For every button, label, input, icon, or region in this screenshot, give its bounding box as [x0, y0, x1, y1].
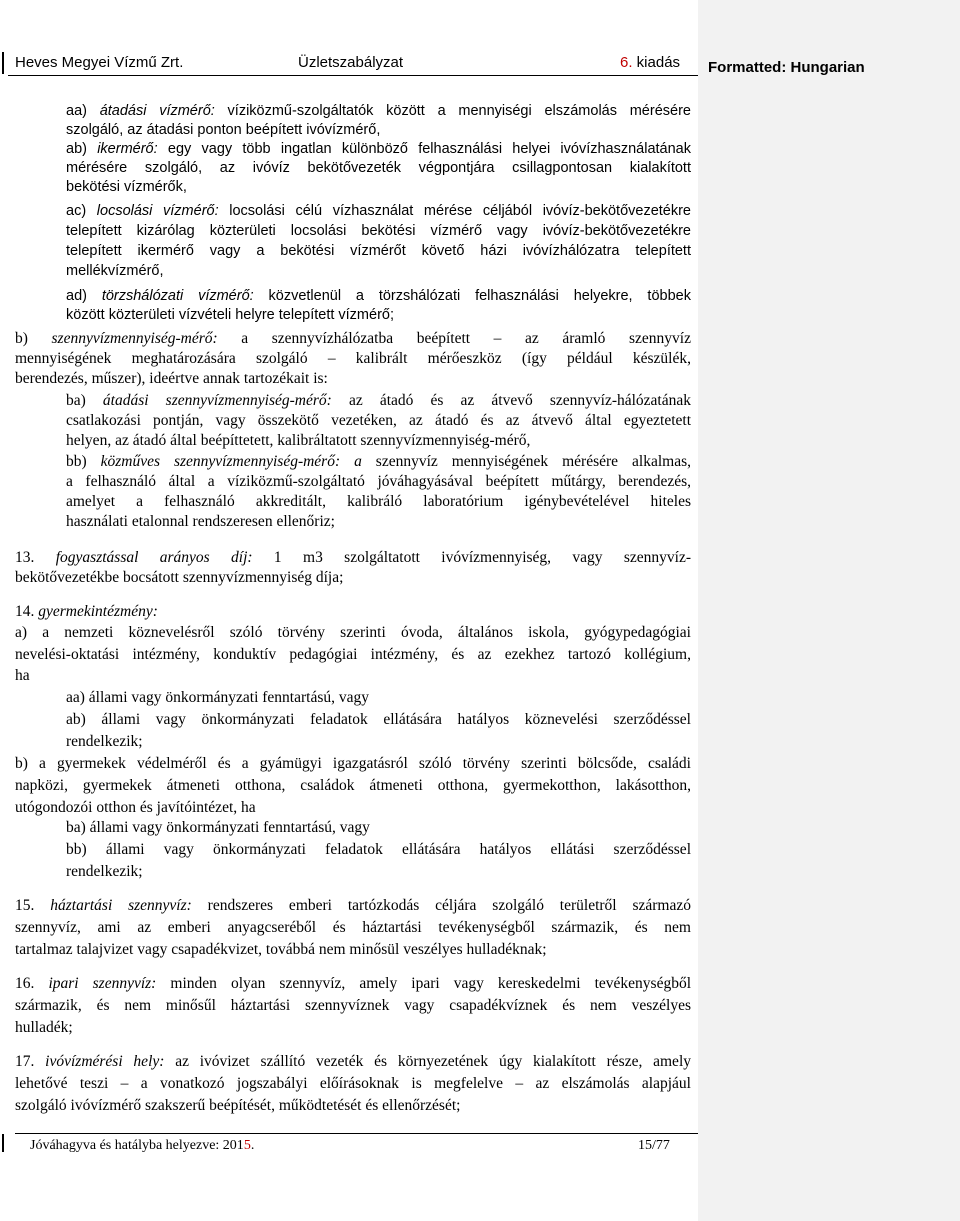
defined-term: ikermérő: — [97, 141, 158, 157]
line-text: szolgáló, az átadási ponton beépített ivóvízmérő, — [66, 122, 381, 138]
text-line — [66, 177, 187, 197]
text-line — [15, 1018, 73, 1038]
change-bar — [2, 52, 4, 74]
text-line — [15, 602, 158, 622]
line-text: az átadó és az átvevő szennyvíz-hálózatának — [331, 392, 691, 409]
line-text: 16. — [15, 975, 49, 992]
defined-term: szennyvízmennyiség-mérő: — [51, 330, 218, 347]
text-line — [66, 512, 335, 532]
text-line — [15, 568, 343, 588]
defined-term: átadási vízmérő: — [99, 103, 215, 119]
line-text: telepített ikermérő vagy a bekötési vízmérőt követő házi ivóvízhálózatra telepített — [66, 243, 691, 259]
line-text: ba) állami vagy önkormányzati fenntartású, vagy — [66, 819, 370, 836]
line-text: 1 m3 szolgáltatott ivóvízmennyiség, vagy szennyvíz- — [252, 549, 692, 566]
line-text: rendelkezik; — [66, 863, 143, 880]
line-text: 13. — [15, 549, 56, 566]
line-text: között közterületi vízvételi helyre telepített vízmérő; — [66, 307, 394, 323]
text-line — [66, 710, 691, 730]
line-text: bekötési vízmérők, — [66, 179, 187, 195]
footer-approval — [30, 1138, 254, 1154]
defined-term: háztartási szennyvíz: — [50, 897, 192, 914]
line-text: a szennyvízhálózatba beépített – az áramló szennyvíz — [217, 330, 691, 347]
text-line — [15, 548, 691, 568]
line-text: ba) — [66, 392, 103, 409]
text-line — [15, 974, 691, 994]
text-line — [66, 411, 691, 431]
line-text: az ivóvizet szállító vezeték és környezetének úgy kialakított része, amely — [164, 1053, 691, 1070]
line-text: hulladék; — [15, 1019, 73, 1036]
text-line — [15, 776, 691, 796]
text-line — [66, 818, 370, 838]
text-line — [66, 101, 691, 121]
line-text: rendelkezik; — [66, 733, 143, 750]
line-text: szennyvíz mennyiségének mérésére alkalmas, — [361, 453, 691, 470]
line-text: aa) állami vagy önkormányzati fenntartású, vagy — [66, 689, 369, 706]
line-text: lehetővé teszi – a vonatkozó jogszabályi előírásoknak is megfelelve – az elszámolás alapjául — [15, 1075, 691, 1092]
line-text: közvetlenül a törzshálózati felhasználási helyekre, többek — [253, 288, 691, 304]
line-text: bb) — [66, 453, 101, 470]
text-line — [15, 1052, 691, 1072]
line-text: 14. — [15, 603, 39, 620]
line-text: ad) — [66, 288, 102, 304]
defined-term: gyermekintézmény: — [38, 603, 158, 620]
text-line — [15, 369, 328, 389]
track-changes-sidebar — [698, 0, 960, 1221]
line-text: szennyvíz, ami az emberi anyagcseréből és háztartási tevékenységből származik, és nem — [15, 919, 691, 936]
defined-term: közműves szennyvízmennyiség-mérő: a — [100, 453, 362, 470]
text-line — [66, 472, 691, 492]
line-text: nevelési-oktatási intézmény, konduktív pedagógiai intézmény, és az ezekhez tartozó kollégium, — [15, 646, 691, 663]
approval-year-digit: 5 — [243, 1138, 251, 1153]
text-line — [66, 261, 164, 281]
text-line — [66, 241, 691, 261]
text-line — [66, 139, 691, 159]
text-line — [66, 221, 691, 241]
change-bar — [2, 1134, 4, 1152]
approval-text: Jóváhagyva és hatályba helyezve: 201 — [30, 1138, 244, 1153]
text-line — [66, 201, 691, 221]
text-line — [15, 918, 691, 938]
line-text: ac) — [66, 203, 97, 219]
line-text: ab) — [66, 141, 98, 157]
line-text: minden olyan szennyvíz, amely ipari vagy kereskedelmi tevékenységből — [156, 975, 691, 992]
line-text: tartalmaz talajvizet vagy csapadékvizet, továbbá nem minősül veszélyes hulladéknak; — [15, 941, 547, 958]
line-text: locsolási célú vízhasználat mérése céljából ivóvíz-bekötővezetékre — [218, 203, 691, 219]
line-text: telepített kizárólag közterületi locsolási bekötési vízmérő vagy ivóvíz-bekötővezetékre — [66, 223, 691, 239]
line-text: egy vagy több ingatlan különböző felhasználási helyei ivóvízhasználatának — [157, 141, 691, 157]
edition-word: kiadás — [632, 54, 681, 71]
text-line — [66, 286, 691, 306]
line-text: használati etalonnal rendszeresen ellenőriz; — [66, 513, 335, 530]
header-edition — [620, 54, 680, 71]
defined-term: ivóvízmérési hely: — [45, 1053, 165, 1070]
page-number: 15/77 — [638, 1138, 670, 1153]
line-text: utógondozói otthon és javítóintézet, ha — [15, 799, 256, 816]
approval-dot: . — [250, 1138, 255, 1153]
text-line — [15, 754, 691, 774]
line-text: ha — [15, 667, 30, 684]
header-rule — [8, 75, 698, 76]
text-line — [15, 666, 30, 686]
line-text: aa) — [66, 103, 100, 119]
defined-term: átadási szennyvízmennyiség-mérő: — [102, 392, 332, 409]
text-line — [66, 305, 394, 325]
line-text: bekötővezetékbe bocsátott szennyvízmennyiség díja; — [15, 569, 344, 586]
header-document: Üzletszabályzat — [298, 54, 404, 71]
text-line — [66, 452, 691, 472]
line-text: szolgáló ivóvízmérő szakszerű beépítését, működtetését és ellenőrzését; — [15, 1097, 461, 1114]
defined-term: törzshálózati vízmérő: — [101, 288, 254, 304]
formatting-note: Formatted: Hungarian — [708, 59, 865, 76]
footer-rule — [15, 1133, 698, 1134]
line-text: rendszeres emberi tartózkodás céljára szolgáló területről származó — [191, 897, 691, 914]
text-line — [15, 798, 256, 818]
edition-number: 6. — [620, 54, 633, 71]
line-text: b) a gyermekek védelméről és a gyámügyi igazgatásról szóló törvény szerinti bölcsőde, családi — [15, 755, 691, 772]
line-text: a) a nemzeti köznevelésről szóló törvény szerinti óvoda, általános iskola, gyógypedagógiai — [15, 624, 691, 641]
line-text: csatlakozási pontján, vagy összekötő vezetéken, az átadó és az átvevő által egyeztetett — [66, 412, 691, 429]
text-line — [66, 492, 691, 512]
line-text: berendezés, műszer), ideértve annak tartozékait is: — [15, 370, 328, 387]
line-text: mennyiségének meghatározására szolgáló – kalibrált mérőeszköz (így például készülék, — [15, 350, 691, 367]
line-text: víziközmű-szolgáltatók között a mennyiségi elszámolás mérésére — [214, 103, 691, 119]
text-line — [15, 996, 691, 1016]
text-line — [66, 158, 691, 178]
defined-term: fogyasztással arányos díj: — [55, 549, 253, 566]
line-text: bb) állami vagy önkormányzati feladatok ellátására hatályos ellátási szerződéssel — [66, 841, 691, 858]
line-text: helyen, az átadó által beépíttetett, kalibráltatott szennyvízmennyiség-mérő, — [66, 432, 531, 449]
line-text: mérésére szolgáló, az ivóvíz bekötővezeték végpontjára csillagpontosan kialakított — [66, 160, 691, 176]
text-line — [15, 896, 691, 916]
line-text: 17. — [15, 1053, 46, 1070]
line-text: a felhasználó által a víziközmű-szolgáltató jóváhagyásával beépített műtárgy, berendezés, — [66, 473, 691, 490]
text-line — [66, 391, 691, 411]
text-line — [15, 1096, 460, 1116]
line-text: amelyet a felhasználó akkreditált, kalibráló laboratórium igénybevételével hiteles — [66, 493, 691, 510]
header-company: Heves Megyei Vízmű Zrt. — [15, 54, 184, 71]
text-line — [66, 840, 691, 860]
text-line — [15, 1074, 691, 1094]
text-line — [66, 862, 143, 882]
line-text: b) — [15, 330, 52, 347]
text-line — [15, 329, 691, 349]
text-line — [66, 431, 530, 451]
line-text: 15. — [15, 897, 51, 914]
line-text: származik, és nem minősűl háztartási szennyvíznek vagy csapadékvíznek és nem veszélyes — [15, 997, 691, 1014]
text-line — [66, 688, 369, 708]
defined-term: locsolási vízmérő: — [96, 203, 219, 219]
text-line — [15, 623, 691, 643]
line-text: ab) állami vagy önkormányzati feladatok ellátására hatályos köznevelési szerződéssel — [66, 711, 691, 728]
text-line — [15, 349, 691, 369]
defined-term: ipari szennyvíz: — [48, 975, 157, 992]
line-text: mellékvízmérő, — [66, 263, 164, 279]
text-line — [66, 120, 380, 140]
text-line — [66, 732, 143, 752]
text-line — [15, 940, 547, 960]
line-text: napközi, gyermekek átmeneti otthona, családok átmeneti otthona, gyermekotthon, lakásotthon, — [15, 777, 691, 794]
text-line — [15, 645, 691, 665]
